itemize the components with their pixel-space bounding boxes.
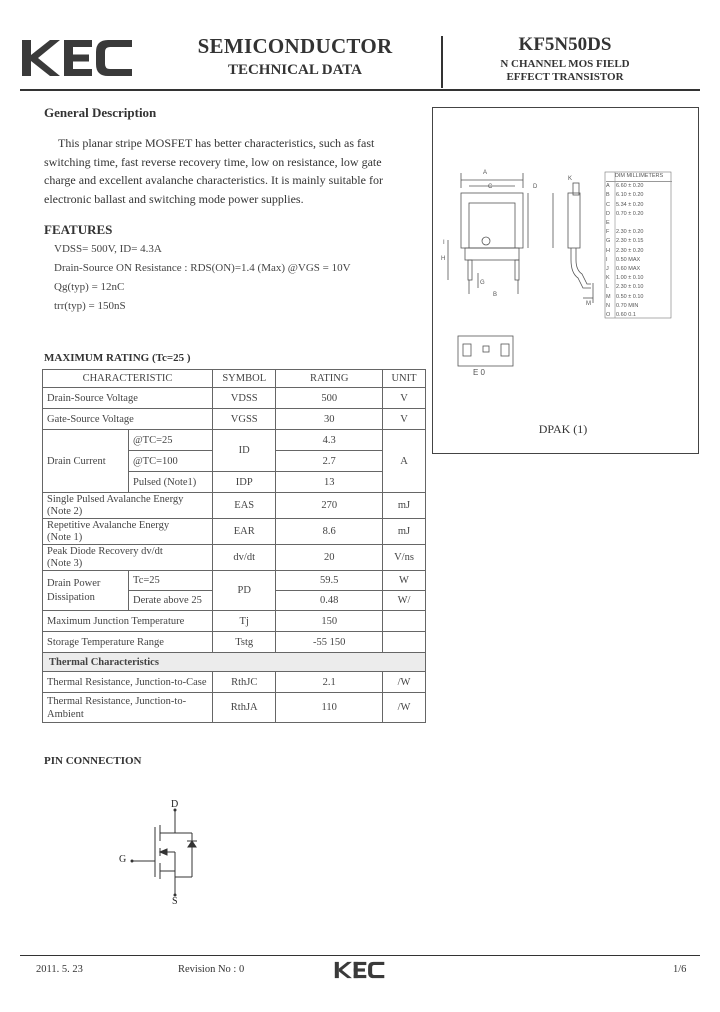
pin-label-gate: G <box>119 854 127 865</box>
kec-logo <box>22 38 134 78</box>
row-rating: 59.5 <box>276 571 383 591</box>
general-description-text <box>44 134 424 208</box>
row-unit: A <box>382 430 425 493</box>
row-unit: mJ <box>382 519 425 545</box>
dimension-row: H 2.30 ± 0.20 <box>606 247 644 254</box>
mosfet-symbol <box>110 795 210 910</box>
device-type <box>445 58 685 84</box>
document-type: TECHNICAL DATA <box>227 62 363 78</box>
features-heading: FEATURES <box>44 222 113 237</box>
char-text: Single Pulsed Avalanche Energy <box>47 493 184 505</box>
dimension-row: F 2.30 ± 0.20 <box>606 229 644 236</box>
row-condition: @TC=100 <box>129 451 213 472</box>
pin-connection-heading: PIN CONNECTION <box>44 755 142 767</box>
dimension-row: K 1.00 ± 0.10 <box>606 275 644 282</box>
max-rating-table <box>42 369 426 723</box>
thermal-heading-row <box>43 653 426 672</box>
row-rating: 20 <box>276 545 383 571</box>
row-characteristic <box>43 519 213 545</box>
dimension-row: N 0.70 MIN <box>606 302 639 309</box>
row-symbol: VDSS <box>212 388 275 409</box>
svg-text:B: B <box>493 292 498 298</box>
header-rule <box>20 89 700 91</box>
row-condition: Pulsed (Note1) <box>129 472 213 493</box>
svg-text:K: K <box>568 176 573 182</box>
row-unit: W <box>382 571 425 591</box>
char-note: (Note 3) <box>47 557 83 569</box>
company-title: SEMICONDUCTOR <box>197 34 393 58</box>
feature-item: Drain-Source ON Resistance : RDS(ON)=1.4 (Max) @VGS = 10V <box>54 262 351 274</box>
char-text: Repetitive Avalanche Energy <box>47 519 170 531</box>
dimension-row: L 2.30 ± 0.10 <box>606 284 644 291</box>
row-rating: 4.3 <box>276 430 383 451</box>
device-type-line2: EFFECT TRANSISTOR <box>506 71 624 83</box>
dimension-table-header: DIM MILLIMETERS <box>606 172 672 182</box>
row-rating: 2.7 <box>276 451 383 472</box>
row-symbol: IDP <box>212 472 275 493</box>
feature-item: Qg(typ) = 12nC <box>54 281 125 293</box>
char-text: Drain Power <box>47 577 101 589</box>
dimension-table <box>606 172 672 320</box>
char-text: Dissipation <box>47 591 95 603</box>
description-line: switching time, fast reverse recovery time, low on resistance, low gate <box>44 154 382 169</box>
row-condition: Tc=25 <box>129 571 213 591</box>
table-row <box>43 571 426 591</box>
row-rating: 30 <box>276 409 383 430</box>
char-text: Ambient <box>47 708 84 720</box>
row-rating: 8.6 <box>276 519 383 545</box>
header-rating: RATING <box>276 370 383 388</box>
footer-kec-logo <box>332 961 388 979</box>
row-unit: V <box>382 388 425 409</box>
row-rating: 500 <box>276 388 383 409</box>
row-unit: mJ <box>382 493 425 519</box>
row-symbol: EAR <box>212 519 275 545</box>
row-symbol: EAS <box>212 493 275 519</box>
row-symbol: dv/dt <box>212 545 275 571</box>
pin-label-drain: D <box>171 799 179 810</box>
feature-item: trr(typ) = 150nS <box>54 300 126 312</box>
dimension-row: G 2.30 ± 0.15 <box>606 238 644 245</box>
row-rating: 110 <box>276 693 383 723</box>
dimension-row: I 0.50 MAX <box>606 256 641 263</box>
row-characteristic <box>43 493 213 519</box>
char-note: (Note 2) <box>47 505 83 517</box>
char-text: Peak Diode Recovery dv/dt <box>47 545 163 557</box>
dimension-row: O 0.60 0.1 <box>606 312 636 319</box>
row-unit: V <box>382 409 425 430</box>
row-characteristic <box>43 693 213 723</box>
description-line: electronic ballast and switching mode power supplies. <box>44 191 304 206</box>
header-divider <box>441 36 443 88</box>
svg-text:I: I <box>443 240 445 246</box>
package-label: DPAK (1) <box>538 422 588 436</box>
table-row <box>43 693 426 723</box>
row-characteristic: Thermal Resistance, Junction-to-Case <box>43 672 213 693</box>
row-symbol: RthJA <box>212 693 275 723</box>
row-symbol: Tj <box>212 611 275 632</box>
footer-revision: Revision No : 0 <box>178 964 245 975</box>
row-rating: -55 150 <box>276 632 383 653</box>
row-unit: /W <box>382 672 425 693</box>
package-drawing-box <box>432 107 699 454</box>
gate-terminal <box>131 860 134 863</box>
row-unit <box>382 611 425 632</box>
row-rating: 13 <box>276 472 383 493</box>
dimension-row: A 6.60 ± 0.20 <box>606 183 644 190</box>
row-characteristic: Drain Current <box>43 430 129 493</box>
dimension-row: B 6.10 ± 0.20 <box>606 192 644 199</box>
char-text: Thermal Resistance, Junction-to- <box>47 695 187 707</box>
row-characteristic <box>43 571 129 611</box>
table-row <box>43 632 426 653</box>
row-characteristic: Gate-Source Voltage <box>43 409 213 430</box>
dimension-row: J 0.60 MAX <box>606 266 641 273</box>
row-symbol: PD <box>212 571 275 611</box>
row-condition: Derate above 25 <box>129 591 213 611</box>
footer-page: 1/6 <box>673 964 687 975</box>
part-number: KF5N50DS <box>518 34 612 55</box>
general-description-heading: General Description <box>44 105 157 120</box>
row-unit: /W <box>382 693 425 723</box>
max-rating-heading: MAXIMUM RATING (Tc=25 ) <box>44 352 191 364</box>
dimension-row: C 5.34 ± 0.20 <box>606 201 644 208</box>
table-row <box>43 409 426 430</box>
table-row <box>43 493 426 519</box>
footprint-drawing <box>458 336 513 366</box>
row-characteristic: Storage Temperature Range <box>43 632 213 653</box>
description-line: This planar stripe MOSFET has better characteristics, such as fast <box>58 136 375 150</box>
table-row <box>43 545 426 571</box>
svg-text:G: G <box>480 280 485 286</box>
row-characteristic: Maximum Junction Temperature <box>43 611 213 632</box>
svg-text:D: D <box>533 184 538 190</box>
svg-text:M: M <box>586 301 591 307</box>
table-row <box>43 672 426 693</box>
row-characteristic <box>43 545 213 571</box>
row-unit: W/ <box>382 591 425 611</box>
dimension-row: E <box>606 220 610 227</box>
pin-label-source: S <box>172 896 178 907</box>
row-symbol: ID <box>212 430 275 472</box>
row-rating: 270 <box>276 493 383 519</box>
row-symbol: RthJC <box>212 672 275 693</box>
row-symbol: VGSS <box>212 409 275 430</box>
footer-date: 2011. 5. 23 <box>36 964 83 975</box>
char-note: (Note 1) <box>47 531 83 543</box>
table-header-row <box>43 370 426 388</box>
dimension-row: D 0.70 ± 0.20 <box>606 210 644 217</box>
header-unit: UNIT <box>382 370 425 388</box>
svg-text:H: H <box>441 256 446 262</box>
footprint-label: E 0 <box>473 368 486 377</box>
table-row <box>43 430 426 451</box>
feature-item: VDSS= 500V, ID= 4.3A <box>54 243 162 255</box>
header-characteristic: CHARACTERISTIC <box>43 370 213 388</box>
device-type-line1: N CHANNEL MOS FIELD <box>500 58 630 70</box>
row-rating: 0.48 <box>276 591 383 611</box>
description-line: charge and excellent avalanche characteristics. It is mainly suitable for <box>44 173 383 187</box>
row-unit <box>382 632 425 653</box>
row-symbol: Tstg <box>212 632 275 653</box>
row-rating: 150 <box>276 611 383 632</box>
dimension-row: M 0.50 ± 0.10 <box>606 293 644 300</box>
row-characteristic: Drain-Source Voltage <box>43 388 213 409</box>
features-list <box>54 240 414 316</box>
header-symbol: SYMBOL <box>212 370 275 388</box>
footer-rule <box>20 955 700 956</box>
svg-text:C: C <box>488 184 493 190</box>
svg-text:A: A <box>483 170 488 176</box>
table-row <box>43 388 426 409</box>
table-row <box>43 519 426 545</box>
row-rating: 2.1 <box>276 672 383 693</box>
thermal-heading: Thermal Characteristics <box>43 653 426 672</box>
row-condition: @TC=25 <box>129 430 213 451</box>
table-row <box>43 611 426 632</box>
row-unit: V/ns <box>382 545 425 571</box>
